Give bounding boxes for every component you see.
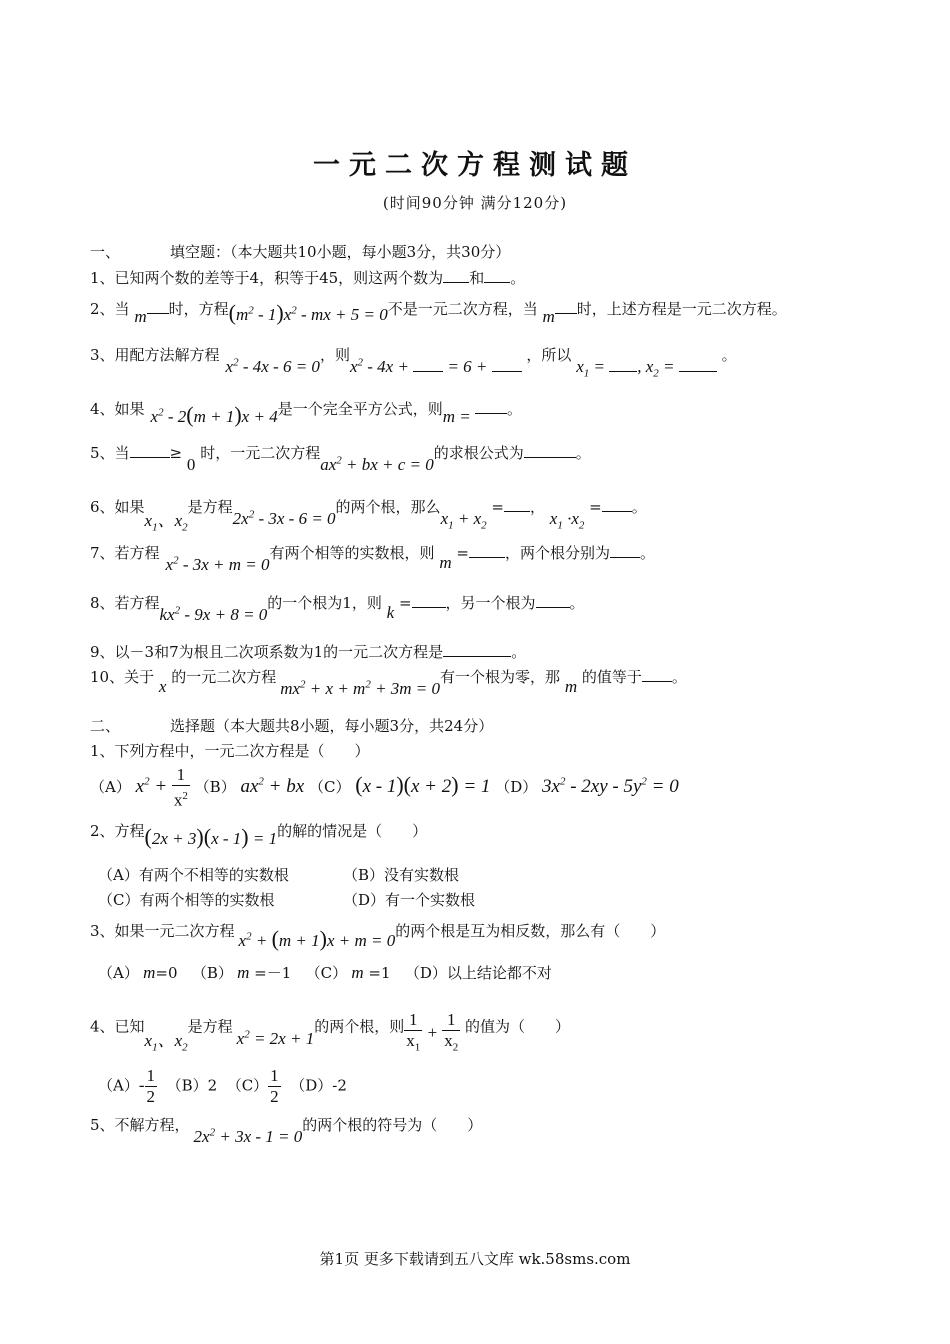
- section1-title: 填空题：（本大题共10小题，每小题3分，共30分）: [170, 243, 511, 261]
- answer-blank: [469, 543, 505, 558]
- page-title: 一元二次方程测试题: [313, 150, 637, 181]
- math-expression: m: [134, 307, 147, 326]
- answer-blank: [642, 667, 672, 682]
- math-expression: $3x^2 - 2xy - 5y^2 = 0$: [542, 775, 679, 797]
- answer-blank: [130, 443, 170, 458]
- question-choice-4: 4、已知$x_1$、$x_2$是方程$x^2 = 2x + 1$的两个根，则 $\frac{1}{x_1}$ + $\frac{1}{x_2}$ 的值为（ ）: [90, 1004, 570, 1051]
- page-footer: 第1页 更多下载请到五八文库 wk.58sms.com: [319, 1250, 631, 1268]
- math-fraction: $\frac{1}{x_1}$: [406, 1010, 421, 1054]
- math-expression: m =: [442, 407, 475, 426]
- math-expression: $x_1 \cdot x_2$: [549, 509, 585, 532]
- answer-blank: [555, 299, 577, 314]
- math-fraction: $\frac{1}{x_2}$: [444, 1010, 459, 1054]
- question-fill-3: 3、用配方法解方程$x^2 - 4x - 6 = 0$，则$x^2 - 4x$ + = 6 + ，所以 $x_1$ = , $x_2$ = 。: [90, 346, 737, 380]
- question-fill-10: 10、关于 x 的一元二次方程$mx^2 + x + m^2 + 3m = 0$有一个根为零，那 m 的值等于 。: [90, 668, 687, 698]
- question-fill-9: 9、以－3和7为根且二次项系数为1的一元二次方程是 。: [90, 643, 527, 661]
- answer-blank: [504, 497, 530, 512]
- math-expression: m: [439, 553, 452, 572]
- question-choice-1-options: （A） $x^2$ + $\frac{1}{x^2}$ （B） $ax^2$ + bx （C） (x - 1)(x + 2) = 1 （D） $3x^2 - 2xy - 5y^2 = 0$: [90, 765, 679, 810]
- question-choice-2-options-row2: （C）有两个相等的实数根 （D）有一个实数根: [98, 891, 476, 909]
- math-expression: 0: [186, 455, 196, 474]
- answer-blank: [475, 404, 507, 414]
- section2-number: 二、: [90, 717, 121, 735]
- question-choice-2: 2、方程(2x + 3)(x - 1) = 1的解的情况是（ ）: [90, 822, 428, 849]
- question-fill-2: 2、当 m 时，方程$(m^2 - 1)x^2$ - mx + 5 = 0不是一元二次方程，当 m 时，上述方程是一元二次方程。: [90, 300, 787, 326]
- question-fill-8: 8、若方程$kx^2 - 9x + 8 = 0$的一个根为1，则 k = ，另一个根为 。: [90, 594, 585, 624]
- answer-blank: [412, 593, 446, 608]
- math-expression: x: [158, 677, 167, 696]
- question-choice-3: 3、如果一元二次方程 $x^2 + (m + 1)x + m = 0$的两个根是互为相反数，那么有（ ）: [90, 922, 666, 951]
- question-fill-1: 1、已知两个数的差等于4，积等于45，则这两个数为 和 。: [90, 269, 526, 287]
- math-expression: $x^2 + (m + 1)x + m = 0$: [238, 926, 396, 951]
- math-expression: (2x + 3)(x - 1) = 1: [144, 824, 278, 849]
- math-expression: $2x^2 + 3x - 1 = 0$: [193, 1126, 303, 1146]
- answer-blank: [524, 443, 576, 458]
- math-expression: $kx^2 - 9x + 8 = 0$: [159, 604, 268, 624]
- question-choice-5: 5、不解方程，$2x^2 + 3x - 1 = 0$的两个根的符号为（ ）: [90, 1116, 483, 1146]
- question-choice-2-options-row1: （A）有两个不相等的实数根 （B）没有实数根: [98, 866, 460, 884]
- math-expression: m: [564, 677, 578, 696]
- math-expression: $x^2 - 4x$ + = 6 +: [350, 357, 522, 376]
- math-fraction: $\frac{1}{x^2}$: [173, 765, 188, 810]
- section2-heading: [90, 715, 493, 736]
- question-choice-3-options: （A） m=0 （B） m =－1 （C） m =1 （D）以上结论都不对: [98, 963, 552, 982]
- math-expression: $x^2$ +: [135, 775, 172, 797]
- question-choice-4-options: （A）- $\frac{1}{2}$ （B）2 （C） $\frac{1}{2}$ （D）-2: [98, 1066, 347, 1106]
- math-expression: (x - 1)(x + 2) = 1: [355, 771, 491, 797]
- math-expression: $x_1$ = , $x_2$ =: [576, 357, 717, 376]
- section1-number: 一、: [90, 243, 121, 261]
- answer-blank: [536, 593, 570, 608]
- section2-title: 选择题（本大题共8小题，每小题3分，共24分）: [170, 717, 494, 735]
- question-fill-4: 4、如果 $x^2 - 2(m + 1)x + 4$是一个完全平方公式，则m = 。: [90, 400, 522, 427]
- question-choice-1: 1、下列方程中，一元二次方程是（ ）: [90, 742, 370, 760]
- question-fill-5: 5、当 ≥ 0 时，一元二次方程$ax^2$ + bx + c = 0的求根公式为 。: [90, 444, 591, 474]
- math-expression: $(m^2 - 1)x^2$ - mx + 5 = 0: [228, 300, 388, 325]
- math-expression: $x^2 - 2(m + 1)x + 4$: [150, 402, 278, 427]
- answer-blank: [610, 543, 640, 558]
- math-expression: $x_1$、$x_2$: [144, 1030, 188, 1054]
- answer-blank: [443, 268, 469, 283]
- math-expression: $x^2 = 2x + 1$: [236, 1028, 315, 1048]
- answer-blank: [147, 299, 169, 314]
- answer-blank: [484, 268, 510, 283]
- math-fraction: $\frac{1}{2}$: [270, 1066, 279, 1106]
- math-expression: $ax^2$ + bx + c = 0: [320, 454, 434, 474]
- math-expression: m: [542, 307, 555, 326]
- math-expression: $x_1 + x_2$: [440, 509, 487, 532]
- answer-blank: [443, 642, 511, 657]
- math-expression: $x_1$、$x_2$: [144, 511, 188, 534]
- math-expression: $2x^2 - 3x - 6 = 0$: [232, 508, 336, 528]
- math-fraction: $\frac{1}{2}$: [146, 1066, 156, 1106]
- math-expression: $ax^2$ + bx: [240, 775, 305, 797]
- math-expression: $x^2 - 4x - 6 = 0$: [225, 356, 320, 376]
- math-expression: $mx^2 + x + m^2 + 3m = 0$: [280, 678, 441, 698]
- page-subtitle: (时间90分钟 满分120分): [382, 194, 568, 212]
- math-expression: $x^2 - 3x + m = 0$: [165, 554, 270, 574]
- answer-blank: [602, 497, 632, 512]
- question-fill-7: 7、若方程$x^2 - 3x + m = 0$有两个相等的实数根，则 m = ，两个根分别为 。: [90, 544, 655, 574]
- question-fill-6: 6、如果$x_1$、$x_2$是方程$2x^2 - 3x - 6 = 0$的两个根，那么$x_1 + x_2$ = ， $x_1 \cdot x_2$ = 。: [90, 498, 647, 534]
- math-expression: k: [386, 603, 395, 622]
- section1-heading: [90, 241, 510, 262]
